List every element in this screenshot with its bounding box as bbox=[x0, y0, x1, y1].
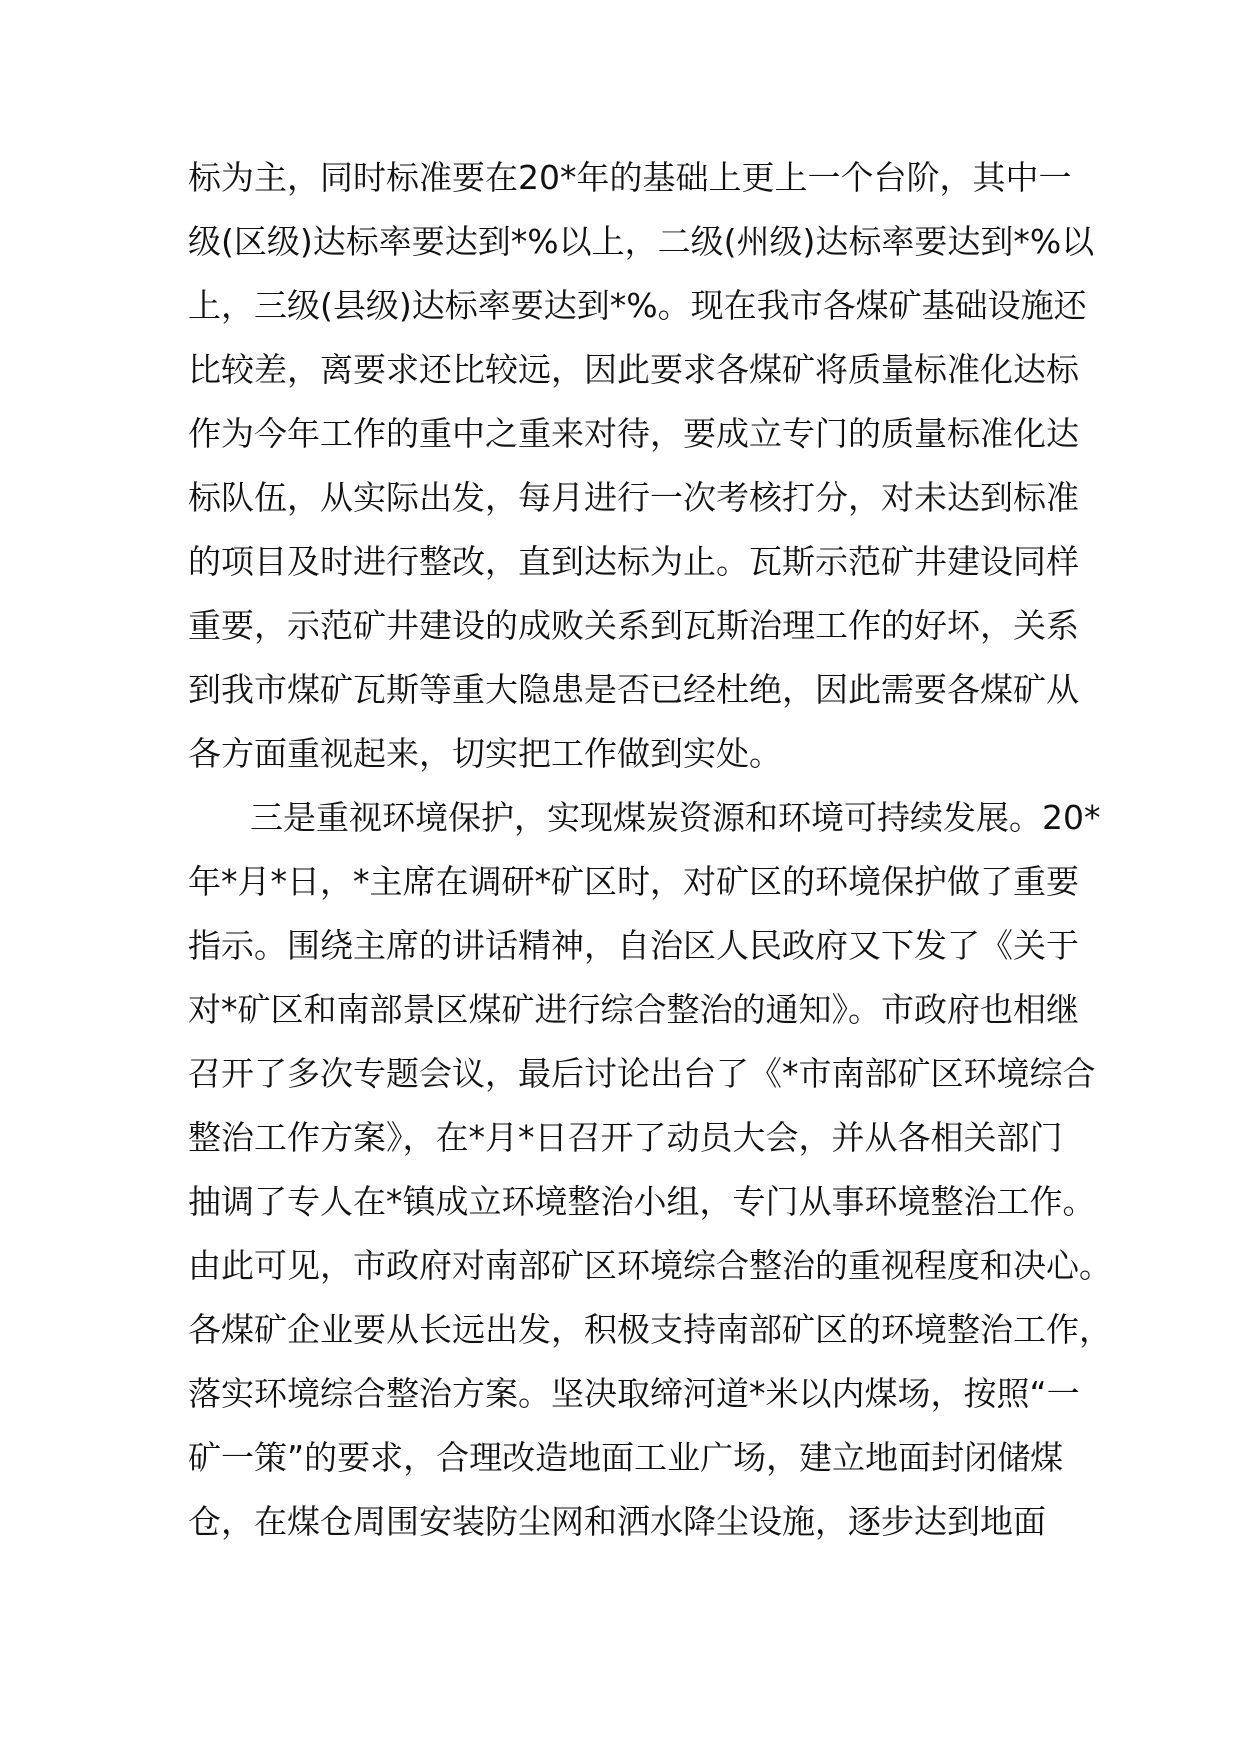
paragraph-1-line-4: 比较差，离要求还比较远，因此要求各煤矿将质量标准化达标 bbox=[188, 350, 1079, 389]
paragraph-1-line-6: 标队伍，从实际出发，每月进行一次考核打分，对未达到标准 bbox=[188, 478, 1079, 517]
paragraph-2-line-5: 召开了多次专题会议，最后讨论出台了《*市南部矿区环境综合 bbox=[188, 1054, 1096, 1093]
paragraph-2-line-4: 对*矿区和南部景区煤矿进行综合整治的通知》。市政府也相继 bbox=[188, 990, 1079, 1029]
paragraph-2-line-2: 年*月*日，*主席在调研*矿区时，对矿区的环境保护做了重要 bbox=[188, 862, 1079, 901]
paragraph-2-line-1: 三是重视环境保护，实现煤炭资源和环境可持续发展。20* bbox=[250, 798, 1101, 837]
paragraph-1-line-9: 到我市煤矿瓦斯等重大隐患是否已经杜绝，因此需要各煤矿从 bbox=[188, 670, 1079, 709]
paragraph-2-line-10: 落实环境综合整治方案。坚决取缔河道*米以内煤场，按照“一 bbox=[188, 1374, 1080, 1413]
paragraph-1-line-1: 标为主，同时标准要在20*年的基础上更上一个台阶，其中一 bbox=[188, 158, 1072, 197]
paragraph-1-line-7: 的项目及时进行整改，直到达标为止。瓦斯示范矿井建设同样 bbox=[188, 542, 1079, 581]
paragraph-2-line-9: 各煤矿企业要从长远出发，积极支持南部矿区的环境整治工作， bbox=[188, 1310, 1112, 1349]
paragraph-2-line-11: 矿一策”的要求，合理改造地面工业广场，建立地面封闭储煤 bbox=[188, 1438, 1064, 1477]
paragraph-1-line-10: 各方面重视起来，切实把工作做到实处。 bbox=[188, 734, 782, 773]
paragraph-2-line-6: 整治工作方案》，在*月*日召开了动员大会，并从各相关部门 bbox=[188, 1118, 1063, 1157]
paragraph-2-line-8: 由此可见，市政府对南部矿区环境综合整治的重视程度和决心。 bbox=[188, 1246, 1112, 1285]
paragraph-2-line-3: 指示。围绕主席的讲话精神，自治区人民政府又下发了《关于 bbox=[188, 926, 1079, 965]
paragraph-1-line-3: 上，三级(县级)达标率要达到*%。现在我市各煤矿基础设施还 bbox=[188, 286, 1087, 325]
paragraph-1-line-8: 重要，示范矿井建设的成败关系到瓦斯治理工作的好坏，关系 bbox=[188, 606, 1079, 645]
paragraph-2-line-7: 抽调了专人在*镇成立环境整治小组，专门从事环境整治工作。 bbox=[188, 1182, 1096, 1221]
paragraph-1-line-2: 级(区级)达标率要达到*%以上，二级(州级)达标率要达到*%以 bbox=[188, 222, 1095, 261]
paragraph-2-line-12: 仓，在煤仓周围安装防尘网和洒水降尘设施，逐步达到地面 bbox=[188, 1502, 1046, 1541]
paragraph-1-line-5: 作为今年工作的重中之重来对待，要成立专门的质量标准化达 bbox=[188, 414, 1079, 453]
